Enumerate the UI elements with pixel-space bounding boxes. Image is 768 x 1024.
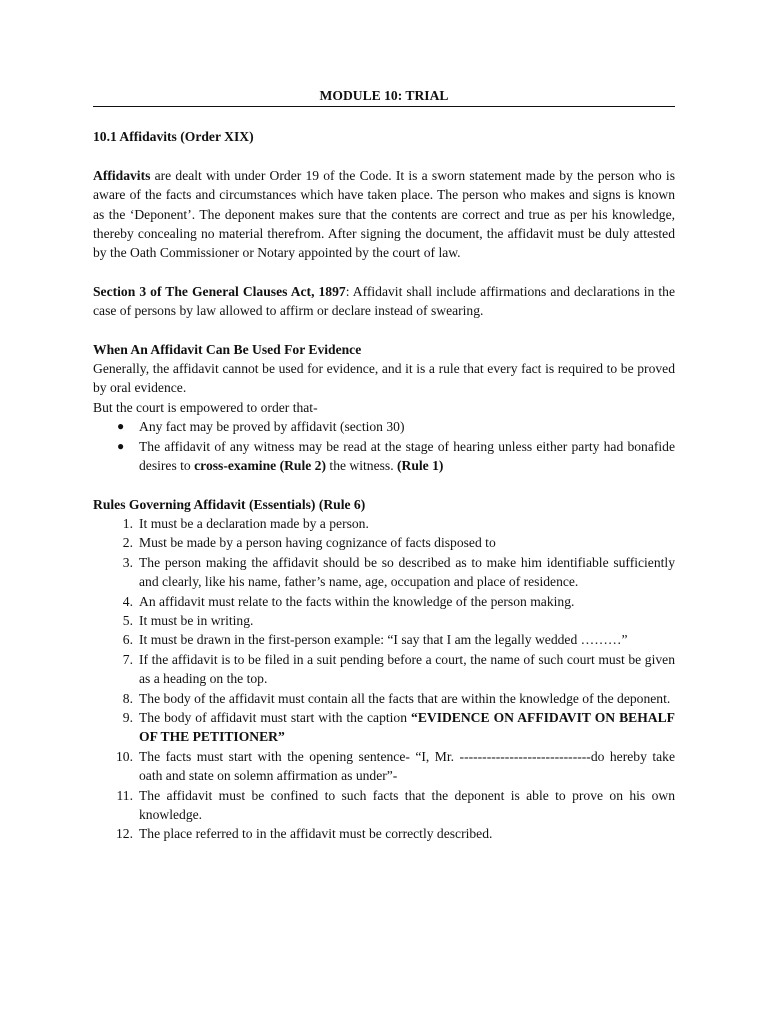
rule-bold-caption: “EVIDENCE ON AFFIDAVIT ON BEHALF OF THE PETITIONER”: [139, 709, 675, 745]
rule-text: The body of affidavit must start with the caption: [139, 709, 412, 725]
list-number: 3.: [122, 554, 133, 570]
list-number: 1.: [122, 515, 133, 531]
list-item: [93, 437, 675, 476]
rule-text: It must be in writing.: [139, 612, 254, 628]
bullet-text: Any fact may be proved by affidavit (section 30): [139, 419, 405, 435]
module-title: MODULE 10: TRIAL: [93, 86, 675, 107]
section3-bold-term: Section 3 of The General Clauses Act, 1897: [93, 283, 346, 299]
rule-text: The place referred to in the affidavit must be correctly described.: [139, 826, 493, 842]
rule-text: It must be drawn in the first-person example: “I say that I am the legally wedded ………”: [139, 632, 628, 648]
list-item: [93, 630, 675, 649]
section3-text: : Affidavit shall include affirmations and declarations in the case of persons by law allowed to affirm or declare instead of swearing.: [93, 283, 675, 319]
list-item: [93, 824, 675, 843]
rule-text: The body of the affidavit must contain all the facts that are within the knowledge of the deponent.: [139, 690, 671, 706]
list-item: [93, 514, 675, 533]
list-item: [93, 689, 675, 708]
list-item: [93, 708, 675, 747]
rule-text: If the affidavit is to be filed in a suit pending before a court, the name of such court must be given as a heading on the top.: [139, 651, 675, 687]
list-number: 11.: [116, 787, 133, 803]
evidence-bullet-list: [93, 417, 675, 475]
rule-text: The affidavit must be confined to such facts that the deponent is able to prove on his own knowledge.: [139, 787, 675, 822]
document-page: [93, 86, 675, 844]
bullet-text: the witness.: [326, 458, 397, 474]
section-heading: 10.1 Affidavits (Order XIX): [93, 129, 254, 145]
list-item: [93, 533, 675, 552]
evidence-paragraph-2: But the court is empowered to order that-: [93, 399, 318, 415]
bullet-text: The affidavit of any witness may be read at the stage of hearing unless either party had bonafide desires to: [139, 438, 675, 474]
bullet-icon: ●: [117, 419, 125, 434]
intro-bold-term: Affidavits: [93, 167, 151, 183]
rules-heading: Rules Governing Affidavit (Essentials) (Rule 6): [93, 496, 366, 512]
rule-text: An affidavit must relate to the facts within the knowledge of the person making.: [139, 593, 575, 609]
evidence-paragraph-1: Generally, the affidavit cannot be used for evidence, and it is a rule that every fact is required to be proved by oral evidence.: [93, 361, 675, 396]
list-number: 12.: [116, 826, 133, 842]
list-item: [93, 417, 675, 436]
intro-paragraph: [93, 166, 675, 263]
list-number: 10.: [116, 748, 133, 764]
list-number: 8.: [122, 690, 133, 706]
bullet-bold: cross-examine (Rule 2): [194, 458, 327, 474]
rule-text: Must be made by a person having cognizance of facts disposed to: [139, 535, 496, 551]
list-number: 9.: [122, 709, 133, 725]
list-number: 6.: [122, 632, 133, 648]
list-item: [93, 650, 675, 689]
list-item: [93, 592, 675, 611]
list-item: [93, 611, 675, 630]
list-number: 2.: [122, 535, 133, 551]
list-number: 5.: [122, 612, 133, 628]
list-item: [93, 553, 675, 592]
rules-list: [93, 514, 675, 844]
intro-text: are dealt with under Order 19 of the Code. It is a sworn statement made by the person who is aware of the facts and circumstances which have taken place. The person who makes and signs is known as the ‘Deponent’. The deponent makes sure that the contents are correct and true as per his knowledge, thereby concealing no material therefrom. After signing the document, the affidavit must be duly attested by the Oath Commissioner or Notary appointed by the court of law.: [93, 167, 675, 261]
list-number: 7.: [122, 651, 133, 667]
rule-text: The facts must start with the opening sentence- “I, Mr. -----------------------------do hereby take oath and state on solemn affirmation as under”-: [139, 748, 675, 784]
section3-paragraph: [93, 282, 675, 321]
bullet-icon: ●: [117, 438, 125, 453]
evidence-heading: When An Affidavit Can Be Used For Evidence: [93, 341, 362, 357]
list-item: [93, 786, 675, 825]
list-item: [93, 747, 675, 786]
bullet-bold: (Rule 1): [397, 458, 444, 474]
list-number: 4.: [122, 593, 133, 609]
rule-text: It must be a declaration made by a person.: [139, 515, 369, 531]
rule-text: The person making the affidavit should be so described as to make him identifiable sufficiently and clearly, like his name, father’s name, age, occupation and place of residence.: [139, 554, 675, 590]
